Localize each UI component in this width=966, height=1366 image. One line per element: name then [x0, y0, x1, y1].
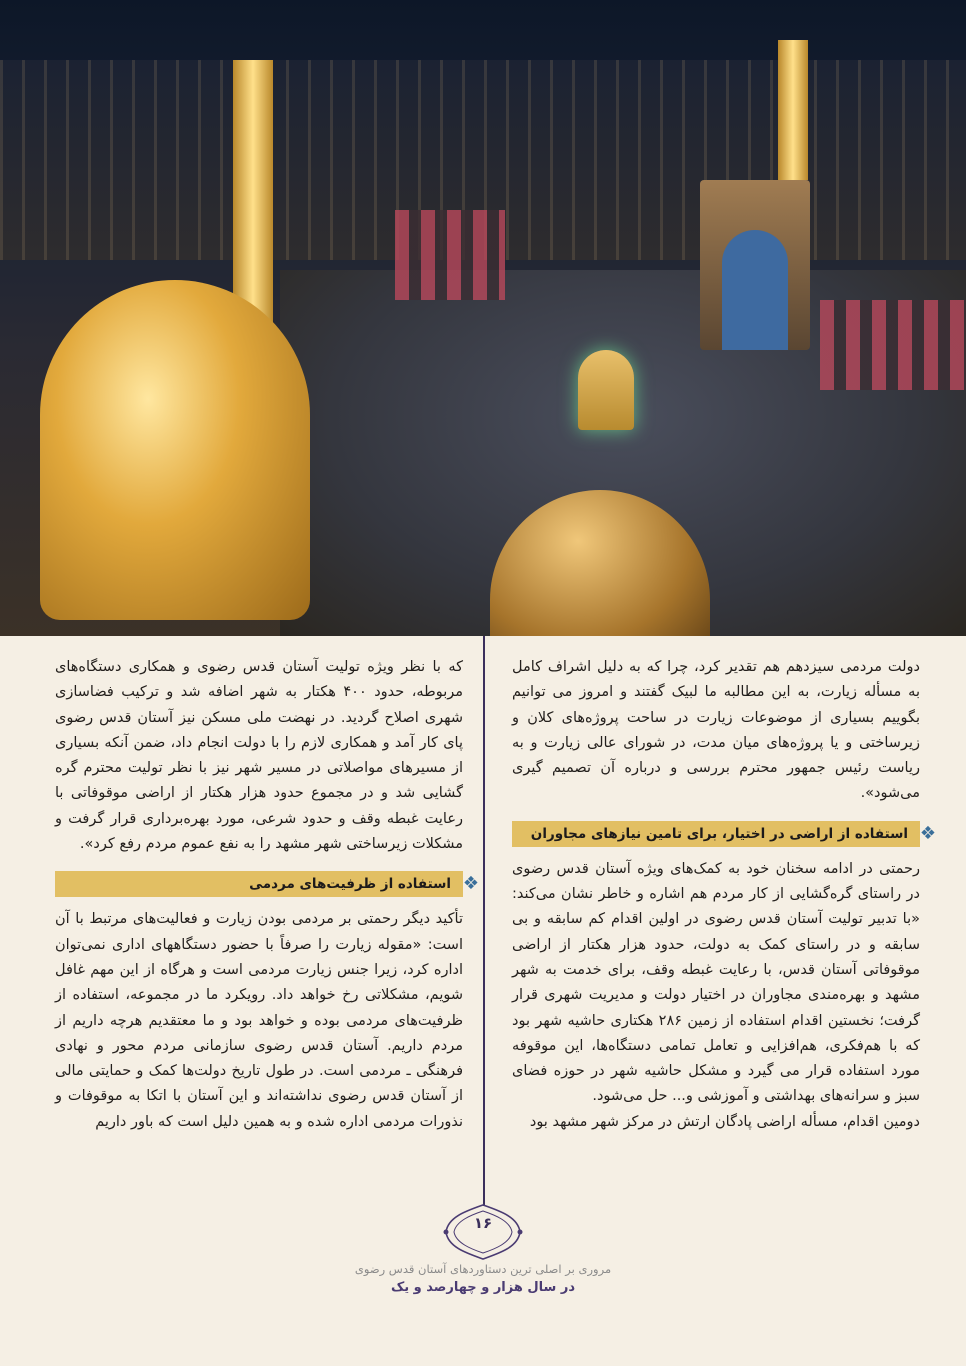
right-paragraph-3: دومین اقدام، مسأله اراضی پادگان ارتش در مرکز شهر مشهد بود	[529, 1113, 920, 1130]
iwan-portal	[700, 180, 810, 350]
heading-text: استفاده از ظرفیت‌های مردمی	[249, 876, 451, 893]
ornament-icon: ❖	[462, 873, 480, 895]
section-heading-people	[55, 871, 480, 897]
column-divider	[483, 636, 485, 1206]
minaret-right	[778, 40, 808, 180]
footer-subtitle: در سال هزار و چهارصد و یک	[390, 1280, 576, 1295]
right-paragraph-1: دولت مردمی سیزدهم هم تقدیر کرد، چرا که به دلیل اشراف کامل به مسأله زیارت، به این مطالبه ما لبیک گفتند و امروز می توانیم بگوییم بسیاری از موضوعات زیارت در ساحت پروژه‌های کلان و زیرساختی و یا پروژه‌های میان مدت، در شورای عالی زیارت و به ریاست رئیس جمهور محترم بررسی و درباره آن تصمیم گیری می‌شود».	[512, 659, 920, 802]
page-ornament-icon	[440, 1203, 526, 1261]
left-column	[55, 655, 480, 1135]
section-heading-land	[512, 821, 937, 847]
heading-text: استفاده از اراضی در اختیار، برای تامین نیازهای مجاوران	[530, 825, 908, 842]
arcade-right	[820, 300, 966, 390]
left-paragraph-1: که با نظر ویژه تولیت آستان قدس رضوی و همکاری دستگاه‌های مربوطه، حدود ۴۰۰ هکتار به شهر اضافه شد و ترکیب فضاسازی شهری اصلاح گردید. در نهضت ملی مسکن نیز آستان قدس رضوی پای کار آمد و همکاری لازم را با دولت انجام داد، ضمن آنکه بسیاری از مسیرهای مواصلاتی در مسیر شهر نیز با نظر تولیت محترم گره گشایی شد و در مجموع حدود هزار هکتار از اراضی موقوفاتی با رعایت غبطه وقف و حدود شرعی، مورد بهره‌برداری قرار گرفت و مشکلات زیرساختی شهر مشهد را به نفع عموم مردم رفع کرد».	[55, 659, 464, 853]
ornament-icon: ❖	[919, 822, 937, 844]
right-column	[512, 655, 937, 1135]
footer-title: مروری بر اصلی ترین دستاوردهای آستان قدس رضوی	[354, 1262, 612, 1276]
saqqa-khaneh	[578, 350, 634, 430]
left-paragraph-2: تأکید دیگر رحمتی بر مردمی بودن زیارت و فعالیت‌های مرتبط با آن است: «مقوله زیارت را صرفاً با حضور دستگاههای اداری نمی‌توان اداره کرد، زیرا جنس زیارت مردمی است و هرگاه از این مهم غافل شویم، مشکلاتی رخ خواهد داد. رویکرد ما در مجموعه، استفاده از ظرفیت‌های مردمی بوده و خواهد بود و ما معتقدیم هرچه داریم از مردم داریم. آستان قدس رضوی سازمانی مردم محور و نهادی فرهنگی ـ مردمی است. در طول تاریخ دولت‌ها کمک و حمایتی مالی از آستان قدس رضوی نداشته‌اند و این آستان با اتکا به موقوفات و نذورات مردمی اداره شده و به همین دلیل است که باور داریم	[55, 911, 463, 1130]
hero-photo	[0, 0, 966, 636]
arcade-left	[395, 210, 505, 300]
page-number: ۱۶	[473, 1214, 493, 1232]
right-paragraph-2: رحمتی در ادامه سخنان خود به کمک‌های ویژه آستان قدس رضوی در راستای گره‌گشایی از کار مردم هم اشاره و خاطر نشان می‌کند: «با تدبیر تولیت آستان قدس رضوی در اولین اقدام کم سابقه و بی سابقه و در راستای کمک به دولت، حدود هزار هکتار از اراضی موقوفاتی آستان قدس، با رعایت غبطه وقف، برای خدمت به شهر مشهد و بهره‌مندی مجاوران در اختیار دولت و مدیریت شهری قرار گرفت؛ نخستین اقدام استفاده از زمین ۲۸۶ هکتاری حاشیه شهر بود که با هم‌فکری، هم‌افزایی و تعامل تمامی دستگاه‌ها، این موقوفه مورد استفاده قرار می گیرد و مشکل حاشیه شهر در حوزه فضای سبز و سرانه‌های بهداشتی و آموزشی و... حل می‌شود.	[512, 860, 921, 1105]
golden-dome	[40, 280, 310, 620]
